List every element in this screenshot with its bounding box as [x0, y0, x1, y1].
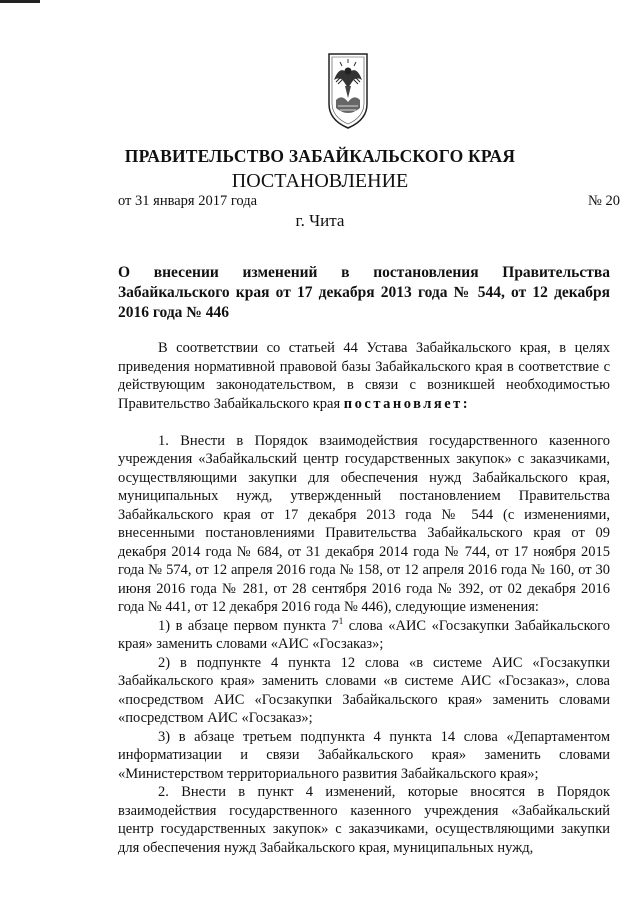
item-1-sub-1: 1) в абзаце первом пункта $7^1$ слова «АИС «Госзакупки Забайкальского края» заменить словами «АИС «Госзаказ»; — [118, 615, 611, 652]
preamble — [118, 339, 610, 413]
corner-mark — [0, 0, 40, 3]
document-number: № 20 — [588, 193, 620, 209]
city: г. Чита — [295, 211, 345, 230]
item-1-sub-3: 3) в абзаце третьем подпункта 4 пункта 14 слова «Департаментом информатизации и связи Забайкальского края» заменить словами «Министерством территориального развития Забайкальского края»; — [118, 728, 610, 782]
item-1: 1. Внести в Порядок взаимодействия государственного казенного учреждения «Забайкальский центр государственных закупок» с заказчиками, осуществляющими закупки для обеспечения нужд Забайкальского края, муниципальных нужд, утвержденный постановлением Правительства Забайкальского края от 17 декабря 2013 года № 544 (с изменениями, внесенными постановлениями Правительства Забайкальского края от 09 декабря 2014 года № 684, от 31 декабря 2014 года № 744, от 17 ноября 2015 года № 574, от 12 апреля 2016 года № 158, от 12 апреля 2016 года № 160, от 30 июня 2016 года № 281, от 28 сентября 2016 года № 392, от 02 декабря 2016 года № 441, от 12 декабря 2016 года № 446), следующие изменения: — [118, 432, 610, 615]
item-2: 2. Внести в пункт 4 изменений, которые вносятся в Порядок взаимодействия государственного казенного учреждения «Забайкальский центр государственных закупок» с заказчиками, осуществляющими закупки для обеспечения нужд Забайкальского края, муниципальных нужд, — [118, 784, 610, 856]
document-body — [118, 339, 610, 857]
government-title: ПРАВИТЕЛЬСТВО ЗАБАЙКАЛЬСКОГО КРАЯ — [124, 146, 516, 166]
document-subject: О внесении изменений в постановления Правительства Забайкальского края от 17 декабря 2013 года № 544, от 12 декабря 2016 года № 446 — [118, 264, 610, 321]
preamble-text: В соответствии со статьей 44 Устава Забайкальского края, в целях приведения нормативной правовой базы Забайкальского края в соответствие с действующим законодательством, в связи с возникшей необходимостью Правительство Забайкальского края — [118, 340, 610, 412]
resolves-word: постановляет: — [343, 395, 471, 412]
document-date: от 31 января 2017 года — [118, 193, 258, 209]
document-type: ПОСТАНОВЛЕНИЕ — [231, 170, 409, 192]
item-1-sub-2: 2) в подпункте 4 пункта 12 слова «в системе АИС «Госзакупки Забайкальского края» заменить словами «в системе АИС «Госзаказ», слова «посредством АИС «Госзакупки Забайкальского края» заменить словами «посредством АИС «Госзаказ»; — [118, 654, 610, 726]
coat-of-arms-icon — [326, 52, 370, 130]
